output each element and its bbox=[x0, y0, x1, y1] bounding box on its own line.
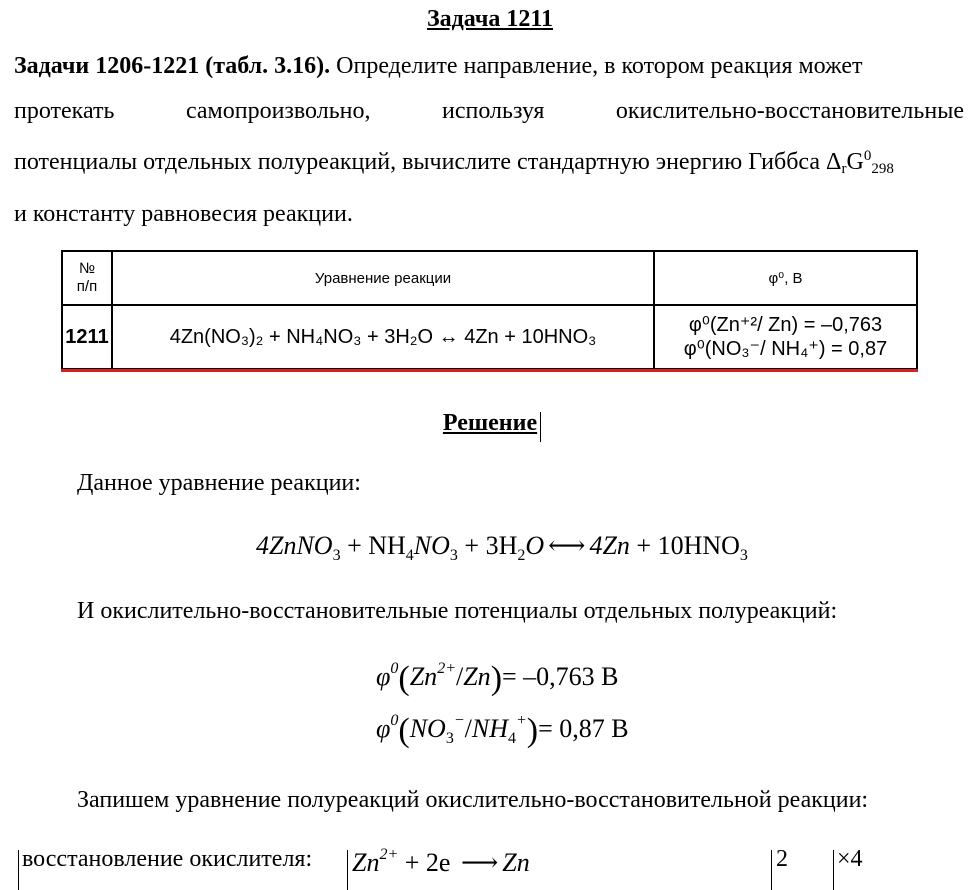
slash: / bbox=[455, 662, 464, 691]
half-reactions-label: Запишем уравнение полуреакций окислительно-восстановительной реакции: bbox=[77, 787, 869, 813]
gibbs-sup-0: 0 bbox=[863, 148, 872, 164]
eq-sub: 4 bbox=[405, 547, 414, 564]
bracket-bar bbox=[347, 850, 348, 890]
eq-sub: 3 bbox=[739, 547, 748, 564]
text-cursor bbox=[540, 412, 541, 442]
pot-term: Zn bbox=[463, 662, 491, 691]
statement-line4-text: и константу равновесия реакции. bbox=[14, 201, 353, 227]
pot-sub: 4 bbox=[508, 730, 516, 747]
potential-zn bbox=[376, 660, 619, 698]
potentials-label: И окислительно-восстановительные потенциалы отдельных полуреакций: bbox=[77, 598, 838, 624]
statement-line1-text: Определите направление, в котором реакция может bbox=[336, 53, 863, 79]
reduction-half-reaction bbox=[352, 846, 530, 878]
paren-close: ) bbox=[526, 712, 539, 749]
right-arrow-icon: ⟶ bbox=[460, 848, 499, 877]
statement-line-2 bbox=[14, 89, 964, 134]
bracket-bar bbox=[833, 850, 834, 890]
multiplier: ×4 bbox=[837, 846, 863, 872]
given-equation-label: Данное уравнение реакции: bbox=[77, 470, 361, 496]
statement-line-4 bbox=[14, 192, 964, 237]
pot-sup: − bbox=[453, 712, 465, 729]
header-potential: φ⁰, В bbox=[654, 251, 917, 305]
task-title: Задача 1211 bbox=[426, 6, 554, 32]
row-potential-2: φ⁰(NO₃⁻/ NH₄⁺) = 0,87 bbox=[683, 338, 888, 360]
pot-sup: 2+ bbox=[437, 660, 456, 677]
eq-term: + 10HNO bbox=[629, 531, 740, 560]
paren-close: ) bbox=[490, 660, 503, 697]
statement-word: протекать bbox=[14, 98, 115, 124]
eq-term: + NH bbox=[340, 531, 406, 560]
eq-sub: 3 bbox=[332, 547, 341, 564]
reaction-equation bbox=[256, 531, 748, 565]
header-num-symbol: № bbox=[78, 260, 96, 277]
slash: / bbox=[464, 714, 472, 743]
eq-sub: 2 bbox=[517, 547, 526, 564]
row-num: 1211 bbox=[62, 305, 112, 369]
statement-bold: Задачи 1206-1221 (табл. 3.16). bbox=[14, 53, 331, 79]
gibbs-g: G bbox=[846, 149, 864, 175]
phi-sup: 0 bbox=[390, 712, 399, 729]
task-table bbox=[61, 250, 918, 370]
phi-symbol: φ bbox=[376, 714, 391, 743]
solution-title: Решение bbox=[442, 410, 538, 436]
paren-open: ( bbox=[398, 660, 410, 697]
potential-no3 bbox=[376, 712, 629, 750]
table-underline bbox=[61, 369, 918, 372]
half-term: + 2e bbox=[404, 848, 451, 877]
pot-term: Zn bbox=[409, 662, 438, 691]
statement-line3-text: потенциалы отдельных полуреакций, вычислите стандартную энергию Гиббса Δ bbox=[14, 149, 842, 175]
eq-sub: 3 bbox=[449, 547, 458, 564]
pot-value: = 0,87 В bbox=[538, 714, 629, 743]
half-term: Zn bbox=[502, 848, 530, 877]
eq-term: 4ZnNO bbox=[256, 531, 333, 560]
gibbs-sub-r: r bbox=[841, 161, 847, 177]
eq-term: + 3H bbox=[457, 531, 518, 560]
bracket-bar bbox=[771, 850, 772, 890]
gibbs-sub-298: 298 bbox=[871, 161, 894, 177]
row-potentials bbox=[654, 305, 917, 369]
statement-line-1 bbox=[14, 44, 964, 89]
half-term: Zn bbox=[352, 848, 380, 877]
header-num-label: п/п bbox=[76, 278, 98, 295]
table-row bbox=[62, 305, 917, 369]
pot-sub: 3 bbox=[445, 730, 454, 747]
phi-sup: 0 bbox=[390, 660, 399, 677]
statement-word: используя bbox=[442, 98, 545, 124]
eq-term: 4Zn bbox=[589, 531, 630, 560]
phi-symbol: φ bbox=[376, 662, 391, 691]
statement-word: самопроизвольно, bbox=[185, 98, 371, 124]
eq-term: O bbox=[525, 531, 545, 560]
pot-term: NO bbox=[409, 714, 446, 743]
eq-term: NO bbox=[413, 531, 450, 560]
row-equation: 4Zn(NO₃)₂ + NH₄NO₃ + 3H₂O ↔ 4Zn + 10HNO₃ bbox=[112, 305, 654, 369]
row-potential-1: φ⁰(Zn⁺²/ Zn) = –0,763 bbox=[688, 314, 883, 336]
task-statement bbox=[14, 44, 964, 237]
pot-term: NH bbox=[471, 714, 508, 743]
pot-value: = –0,763 В bbox=[502, 662, 619, 691]
double-arrow-icon: ⟷ bbox=[548, 531, 586, 560]
half-sup: 2+ bbox=[379, 846, 399, 863]
paren-open: ( bbox=[398, 712, 410, 749]
header-equation: Уравнение реакции bbox=[112, 251, 654, 305]
pot-sup: + bbox=[516, 712, 527, 729]
electron-count: 2 bbox=[776, 846, 788, 872]
bracket-bar bbox=[18, 850, 19, 890]
statement-word: окислительно-восстановительные bbox=[615, 98, 964, 124]
reduction-label: восстановление окислителя: bbox=[22, 846, 313, 872]
statement-line-3 bbox=[14, 134, 964, 192]
table-header-row bbox=[62, 251, 917, 305]
header-num bbox=[62, 251, 112, 305]
